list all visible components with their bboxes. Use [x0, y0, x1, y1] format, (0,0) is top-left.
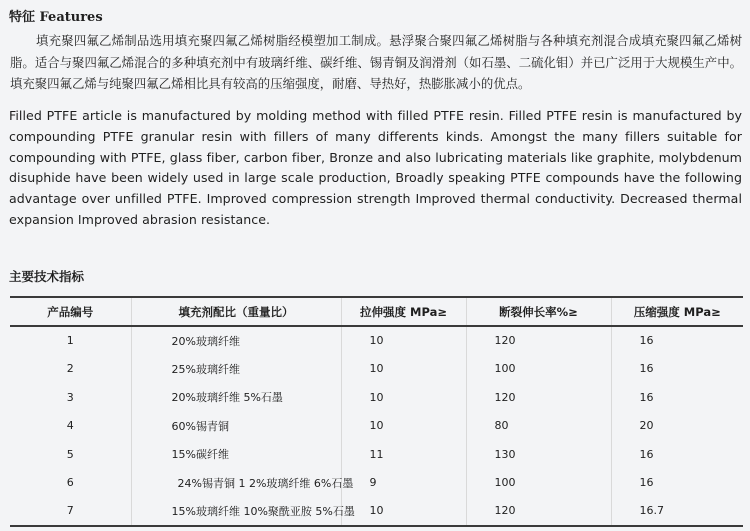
compression-strength: 16: [611, 326, 743, 355]
product-no: 7: [10, 497, 131, 526]
filler-ratio: 20%玻璃纤维 5%石墨: [131, 383, 341, 412]
product-no: 5: [10, 440, 131, 469]
tensile-strength: 10: [341, 497, 466, 526]
tensile-strength: 10: [341, 326, 466, 355]
header-filler-ratio: 填充剂配比（重量比）: [131, 297, 341, 326]
spec-section-title: 主要技术指标: [9, 269, 85, 284]
elongation: 100: [466, 355, 611, 384]
table-row: [10, 497, 743, 526]
compression-strength: 20: [611, 412, 743, 441]
tensile-strength: 11: [341, 440, 466, 469]
chinese-description: 填充聚四氟乙烯制品选用填充聚四氟乙烯树脂经模塑加工制成。悬浮聚合聚四氟乙烯树脂与各种填充剂混合成填充聚四氟乙烯树脂。适合与聚四氟乙烯混合的多种填充剂中有玻璃纤维、碳纤维、锡青铜及润滑剂（如石墨、二硫化钼）并已广泛用于大规模生产中。填充聚四氟乙烯与纯聚四氟乙烯相比具有较高的压缩强度，耐磨、导热好，热膨胀减小的优点。: [10, 33, 742, 91]
compression-strength: 16: [611, 355, 743, 384]
table-row: [10, 469, 743, 498]
elongation: 120: [466, 383, 611, 412]
product-no: 6: [10, 469, 131, 498]
compression-strength: 16: [611, 383, 743, 412]
product-no: 3: [10, 383, 131, 412]
header-compression-strength: 压缩强度 MPa≥: [611, 297, 743, 326]
compression-strength: 16.7: [611, 497, 743, 526]
table-header-row: [10, 297, 743, 326]
product-no: 1: [10, 326, 131, 355]
table-row: [10, 383, 743, 412]
elongation: 130: [466, 440, 611, 469]
table-row: [10, 326, 743, 355]
product-no: 4: [10, 412, 131, 441]
product-no: 2: [10, 355, 131, 384]
tensile-strength: 10: [341, 383, 466, 412]
spec-table: [10, 296, 743, 527]
filler-ratio: 15%碳纤维: [131, 440, 341, 469]
elongation: 80: [466, 412, 611, 441]
features-heading: 特征 Features: [9, 10, 103, 25]
header-tensile-strength: 拉伸强度 MPa≥: [341, 297, 466, 326]
elongation: 120: [466, 326, 611, 355]
tensile-strength: 10: [341, 412, 466, 441]
tensile-strength: 10: [341, 355, 466, 384]
header-product-no: 产品编号: [10, 297, 131, 326]
tensile-strength: 9: [341, 469, 466, 498]
filler-ratio: 15%玻璃纤维 10%聚酰亚胺 5%石墨: [131, 497, 341, 526]
filler-ratio: 20%玻璃纤维: [131, 326, 341, 355]
filler-ratio: 24%锡青铜 1 2%玻璃纤维 6%石墨: [131, 469, 341, 498]
filler-ratio: 60%锡青铜: [131, 412, 341, 441]
table-row: [10, 412, 743, 441]
filler-ratio: 25%玻璃纤维: [131, 355, 341, 384]
table-row: [10, 355, 743, 384]
compression-strength: 16: [611, 469, 743, 498]
elongation: 100: [466, 469, 611, 498]
english-description: Filled PTFE article is manufactured by molding method with filled PTFE resin. Filled PTFE resin is manufactured by compounding PTFE granular resin with fillers of many differents kinds. Amongst the many fillers suitable for compounding with PTFE, glass fiber, carbon fiber, Bronze and also lubricating materials like graphite, molybdenum disuphide have been widely used in large scale production, Broadly speaking PTFE compounds have the following advantage over unfilled PTFE. Improved compression strength Improved thermal conductivity. Decreased thermal expansion Improved abrasion resistance.: [9, 108, 742, 227]
table-row: [10, 440, 743, 469]
header-elongation: 断裂伸长率%≥: [466, 297, 611, 326]
compression-strength: 16: [611, 440, 743, 469]
elongation: 120: [466, 497, 611, 526]
